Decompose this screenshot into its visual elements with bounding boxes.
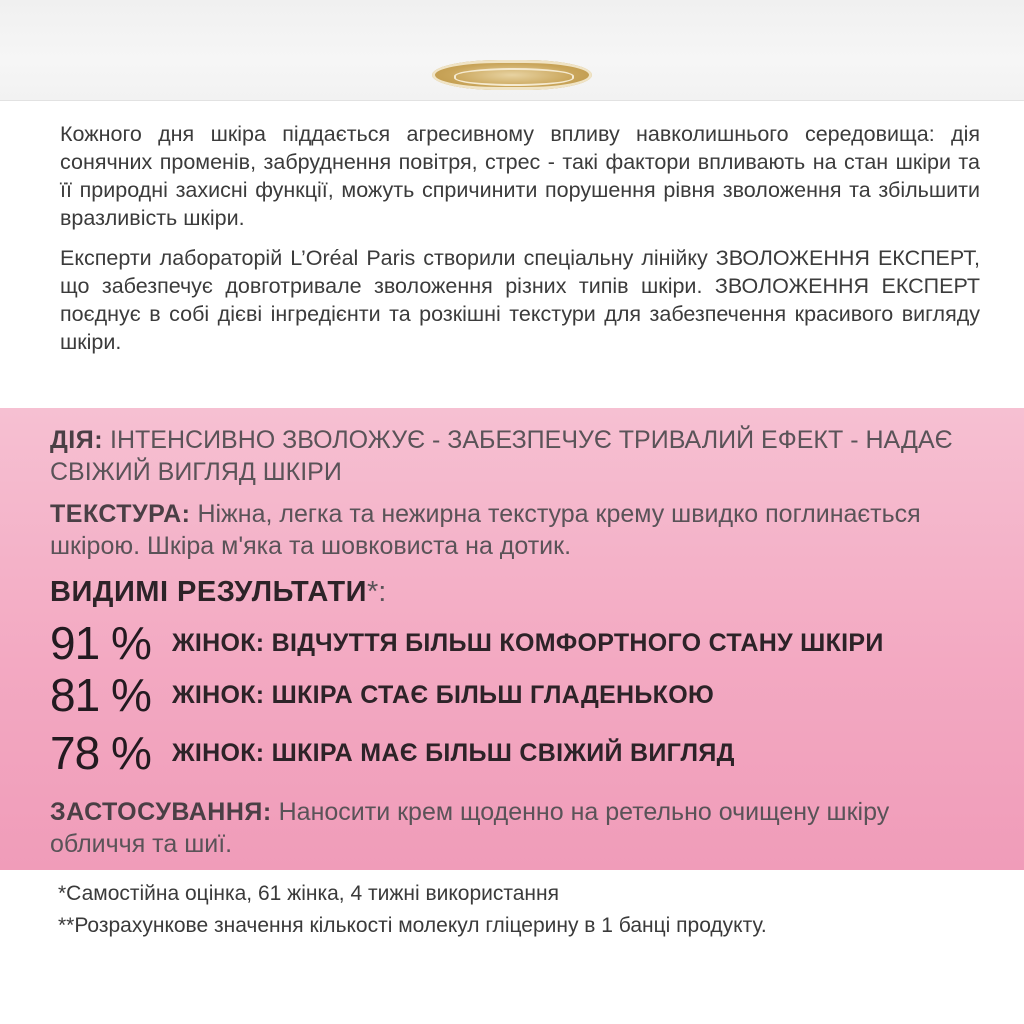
seal-inner-ring [454, 68, 574, 86]
footnote-2: **Розрахункове значення кількості молекул гліцерину в 1 банці продукту. [58, 914, 767, 937]
result-percent: 78 % [50, 727, 151, 779]
result-text: ЖІНОК: ВІДЧУТТЯ БІЛЬШ КОМФОРТНОГО СТАНУ ШКІРИ [172, 628, 884, 657]
action-text: ІНТЕНСИВНО ЗВОЛОЖУЄ - ЗАБЕЗПЕЧУЄ ТРИВАЛИЙ ЕФЕКТ - НАДАЄ СВІЖИЙ ВИГЛЯД ШКІРИ [50, 426, 953, 486]
package-top-edge [0, 0, 1024, 101]
texture-section [50, 498, 980, 562]
result-row [50, 670, 714, 720]
results-heading [50, 574, 980, 610]
usage-text: Наносити крем щоденно на ретельно очищену шкіру обличчя та шиї. [50, 798, 890, 858]
result-row [50, 728, 735, 778]
result-percent: 91 % [50, 617, 151, 669]
results-heading-text: ВИДИМІ РЕЗУЛЬТАТИ [50, 576, 367, 608]
gold-seal-logo [432, 60, 592, 90]
texture-label: ТЕКСТУРА: [50, 500, 191, 528]
footnote-1: *Самостійна оцінка, 61 жінка, 4 тижні використання [58, 882, 559, 905]
usage-section [50, 796, 980, 860]
result-text: ЖІНОК: ШКІРА МАЄ БІЛЬШ СВІЖИЙ ВИГЛЯД [172, 738, 735, 767]
intro-paragraph-2: Експерти лабораторій L’Oréal Paris створили спеціальну лінійку ЗВОЛОЖЕННЯ ЕКСПЕРТ, що забезпечує довготривале зволоження різних типів шкіри. ЗВОЛОЖЕННЯ ЕКСПЕРТ поєднує в собі дієві інгредієнти та розкішні текстури для забезпечення красивого вигляду шкіри. [60, 246, 980, 354]
results-heading-mark: *: [366, 576, 387, 608]
intro-text-block [60, 120, 980, 368]
result-text: ЖІНОК: ШКІРА СТАЄ БІЛЬШ ГЛАДЕНЬКОЮ [172, 680, 715, 709]
result-percent: 81 % [50, 669, 151, 721]
texture-text: Ніжна, легка та нежирна текстура крему швидко поглинається шкірою. Шкіра м'яка та шовковиста на дотик. [50, 500, 921, 560]
intro-paragraph-1: Кожного дня шкіра піддається агресивному впливу навколишнього середовища: дія сонячних променів, забруднення повітря, стрес - такі фактори впливають на стан шкіри та її природні захисні функції, можуть спричинити порушення рівня зволоження та збільшити вразливість шкіри. [60, 122, 980, 230]
action-label: ДІЯ: [50, 426, 104, 454]
action-section [50, 424, 980, 488]
usage-label: ЗАСТОСУВАННЯ: [50, 798, 272, 826]
result-row [50, 618, 884, 668]
